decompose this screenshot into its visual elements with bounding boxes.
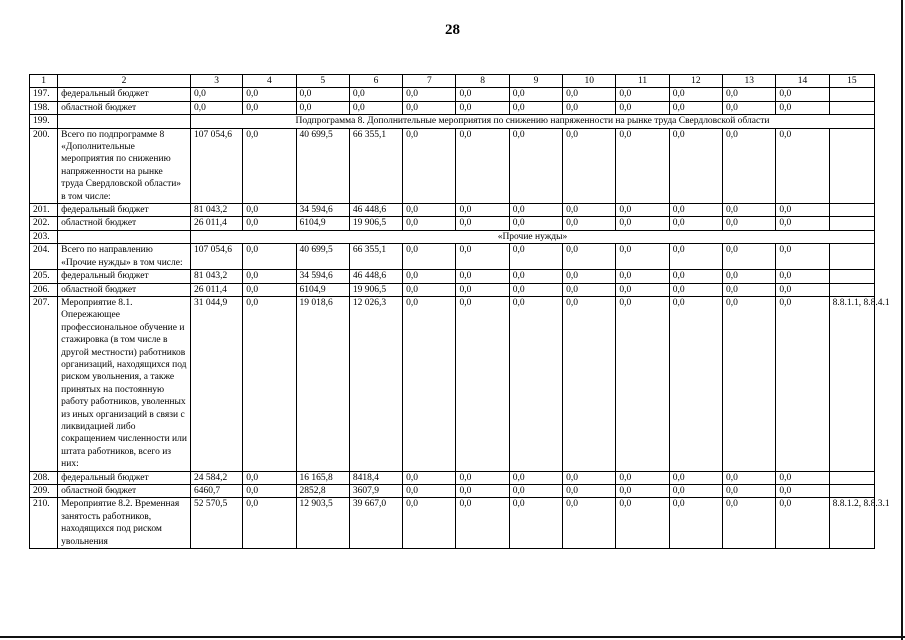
- table-cell: 0,0: [776, 296, 829, 471]
- column-header: 13: [723, 75, 776, 88]
- table-cell: 0,0: [509, 204, 562, 217]
- table-cell: 0,0: [243, 485, 296, 498]
- table-row: [30, 244, 875, 270]
- target-indicator-code: [829, 244, 874, 270]
- column-header: 5: [296, 75, 349, 88]
- table-cell: 46 448,6: [349, 270, 402, 283]
- table-row: [30, 485, 875, 498]
- table-cell: 81 043,2: [190, 270, 242, 283]
- table-cell: 0,0: [509, 244, 562, 270]
- table-row: [30, 270, 875, 283]
- table-cell: 0,0: [776, 485, 829, 498]
- table-cell: 0,0: [776, 101, 829, 114]
- table-cell: 0,0: [669, 498, 722, 549]
- table-cell: 0,0: [456, 471, 509, 484]
- table-cell: 52 570,5: [190, 498, 242, 549]
- column-header: 2: [58, 75, 191, 88]
- table-cell: 0,0: [563, 204, 616, 217]
- table-cell: 19 906,5: [349, 283, 402, 296]
- column-header: 9: [509, 75, 562, 88]
- table-cell: 0,0: [776, 283, 829, 296]
- table-cell: 0,0: [456, 270, 509, 283]
- table-cell: 0,0: [563, 270, 616, 283]
- row-label: Мероприятие 8.2. Временная занятость работников, находящихся под риском увольнения: [58, 498, 191, 549]
- table-cell: 0,0: [616, 88, 669, 101]
- table-cell: 19 906,5: [349, 217, 402, 230]
- table-cell: 0,0: [776, 471, 829, 484]
- table-cell: 0,0: [456, 244, 509, 270]
- table-cell: 0,0: [776, 128, 829, 203]
- row-label: областной бюджет: [58, 283, 191, 296]
- table-cell: 0,0: [723, 101, 776, 114]
- table-row: [30, 217, 875, 230]
- table-cell: 0,0: [243, 88, 296, 101]
- table-cell: 0,0: [509, 498, 562, 549]
- column-header: 4: [243, 75, 296, 88]
- row-number: 197.: [30, 88, 58, 101]
- table-cell: 0,0: [669, 101, 722, 114]
- table-cell: 0,0: [456, 88, 509, 101]
- row-label: Всего по подпрограмме 8 «Дополнительные мероприятия по снижению напряженности на рынке труда Свердловской области» в том числе:: [58, 128, 191, 203]
- table-cell: 2852,8: [296, 485, 349, 498]
- table-row: [30, 101, 875, 114]
- table-cell: 6104,9: [296, 217, 349, 230]
- table-cell: 0,0: [723, 128, 776, 203]
- table-cell: 0,0: [456, 485, 509, 498]
- column-header: 15: [829, 75, 874, 88]
- table-cell: 0,0: [456, 204, 509, 217]
- table-cell: 0,0: [243, 217, 296, 230]
- table-cell: 0,0: [723, 88, 776, 101]
- table-cell: 0,0: [776, 204, 829, 217]
- column-header: 3: [190, 75, 242, 88]
- row-label-empty: [58, 115, 191, 128]
- column-number-header-row: [30, 75, 875, 88]
- column-header: 11: [616, 75, 669, 88]
- table-cell: 0,0: [243, 270, 296, 283]
- table-cell: 19 018,6: [296, 296, 349, 471]
- column-header: 12: [669, 75, 722, 88]
- table-cell: 0,0: [669, 128, 722, 203]
- table-cell: 0,0: [403, 244, 456, 270]
- table-cell: 8418,4: [349, 471, 402, 484]
- table-cell: 0,0: [723, 296, 776, 471]
- table-cell: 0,0: [616, 217, 669, 230]
- table-cell: 0,0: [723, 485, 776, 498]
- table-cell: 66 355,1: [349, 128, 402, 203]
- column-header: 14: [776, 75, 829, 88]
- table-cell: 0,0: [616, 471, 669, 484]
- table-cell: 40 699,5: [296, 128, 349, 203]
- table-cell: 0,0: [243, 471, 296, 484]
- table-cell: 0,0: [456, 101, 509, 114]
- table-cell: 0,0: [563, 128, 616, 203]
- table-cell: 0,0: [509, 128, 562, 203]
- table-cell: 66 355,1: [349, 244, 402, 270]
- table-cell: 0,0: [776, 217, 829, 230]
- table-cell: 0,0: [190, 88, 242, 101]
- row-number: 202.: [30, 217, 58, 230]
- table-cell: 0,0: [403, 204, 456, 217]
- table-row: [30, 128, 875, 203]
- table-cell: 0,0: [616, 283, 669, 296]
- table-cell: 26 011,4: [190, 217, 242, 230]
- table-cell: 0,0: [616, 244, 669, 270]
- table-cell: 0,0: [723, 204, 776, 217]
- table-cell: 0,0: [456, 498, 509, 549]
- table-cell: 3607,9: [349, 485, 402, 498]
- table-cell: 0,0: [349, 88, 402, 101]
- table-cell: 39 667,0: [349, 498, 402, 549]
- table-cell: 0,0: [563, 498, 616, 549]
- table-cell: 0,0: [190, 101, 242, 114]
- table-cell: 0,0: [243, 296, 296, 471]
- row-number: 204.: [30, 244, 58, 270]
- section-title: Подпрограмма 8. Дополнительные мероприятия по снижению напряженности на рынке труда Свердловской области: [190, 115, 874, 128]
- table-cell: 0,0: [403, 471, 456, 484]
- table-cell: 0,0: [296, 88, 349, 101]
- table-cell: 0,0: [669, 217, 722, 230]
- table-cell: 0,0: [403, 296, 456, 471]
- target-indicator-code: [829, 217, 874, 230]
- table-cell: 0,0: [403, 217, 456, 230]
- table-row: [30, 283, 875, 296]
- table-cell: 0,0: [509, 88, 562, 101]
- table-cell: 0,0: [563, 283, 616, 296]
- page-frame-bottom: [0, 636, 905, 638]
- table-cell: 0,0: [456, 128, 509, 203]
- table-cell: 0,0: [616, 296, 669, 471]
- row-label: федеральный бюджет: [58, 88, 191, 101]
- table-cell: 31 044,9: [190, 296, 242, 471]
- table-cell: 0,0: [456, 217, 509, 230]
- table-cell: 0,0: [723, 270, 776, 283]
- column-header: 8: [456, 75, 509, 88]
- table-cell: 12 903,5: [296, 498, 349, 549]
- table-cell: 0,0: [669, 244, 722, 270]
- table-cell: 6460,7: [190, 485, 242, 498]
- table-row: [30, 204, 875, 217]
- table-cell: 0,0: [509, 296, 562, 471]
- table-cell: 0,0: [563, 88, 616, 101]
- row-label: областной бюджет: [58, 217, 191, 230]
- table-body: [30, 75, 890, 549]
- table-cell: 107 054,6: [190, 244, 242, 270]
- table-cell: 0,0: [723, 471, 776, 484]
- section-title: «Прочие нужды»: [190, 230, 874, 243]
- table-cell: 0,0: [243, 283, 296, 296]
- table-cell: 34 594,6: [296, 270, 349, 283]
- row-number: 198.: [30, 101, 58, 114]
- target-indicator-code: [829, 128, 874, 203]
- table-cell: 0,0: [563, 485, 616, 498]
- table-cell: 0,0: [403, 88, 456, 101]
- table-cell: 0,0: [723, 244, 776, 270]
- table-cell: 46 448,6: [349, 204, 402, 217]
- table-cell: 26 011,4: [190, 283, 242, 296]
- table-row: [30, 296, 875, 471]
- table-cell: 0,0: [403, 128, 456, 203]
- table-row: [30, 498, 875, 549]
- table-cell: 0,0: [243, 101, 296, 114]
- row-label: федеральный бюджет: [58, 471, 191, 484]
- table-cell: 0,0: [509, 270, 562, 283]
- section-header-row: [30, 115, 875, 128]
- table-cell: 0,0: [243, 244, 296, 270]
- table-cell: 0,0: [403, 498, 456, 549]
- table-cell: 0,0: [616, 270, 669, 283]
- table-cell: 0,0: [403, 485, 456, 498]
- table-cell: 0,0: [509, 101, 562, 114]
- table-cell: 0,0: [349, 101, 402, 114]
- table-cell: 12 026,3: [349, 296, 402, 471]
- table-cell: 0,0: [563, 296, 616, 471]
- table-cell: 107 054,6: [190, 128, 242, 203]
- table-cell: 0,0: [456, 296, 509, 471]
- table-cell: 0,0: [669, 88, 722, 101]
- target-indicator-code: [829, 88, 874, 101]
- row-number: 203.: [30, 230, 58, 243]
- table-cell: 0,0: [776, 88, 829, 101]
- table-cell: 0,0: [723, 217, 776, 230]
- target-indicator-code: 8.8.1.1, 8.8.4.1: [829, 296, 874, 471]
- table-cell: 0,0: [669, 485, 722, 498]
- table-cell: 0,0: [456, 283, 509, 296]
- target-indicator-code: [829, 485, 874, 498]
- table-cell: 0,0: [669, 296, 722, 471]
- section-header-row: [30, 230, 875, 243]
- table-cell: 0,0: [616, 204, 669, 217]
- row-number: 200.: [30, 128, 58, 203]
- table-cell: 0,0: [509, 471, 562, 484]
- table-cell: 0,0: [616, 128, 669, 203]
- row-label: Мероприятие 8.1. Опережающее профессиональное обучение и стажировка (в том числе в другой местности) работников организаций, находящихся под риском увольнения, а также принятых на постоянную работу работников, уволенных из иных организаций в связи с ликвидацией либо сокращением численности или штата работников, всего из них:: [58, 296, 191, 471]
- table-cell: 0,0: [563, 217, 616, 230]
- table-cell: 0,0: [723, 498, 776, 549]
- table-cell: 0,0: [616, 101, 669, 114]
- table-cell: 0,0: [776, 270, 829, 283]
- target-indicator-code: [829, 471, 874, 484]
- table-cell: 0,0: [723, 283, 776, 296]
- table-cell: 0,0: [296, 101, 349, 114]
- row-label: федеральный бюджет: [58, 270, 191, 283]
- table-cell: 0,0: [243, 204, 296, 217]
- row-number: 208.: [30, 471, 58, 484]
- row-label: Всего по направлению «Прочие нужды» в том числе:: [58, 244, 191, 270]
- column-header: 10: [563, 75, 616, 88]
- table-cell: 0,0: [563, 101, 616, 114]
- column-header: 6: [349, 75, 402, 88]
- page-frame-right: [901, 0, 903, 640]
- table-row: [30, 88, 875, 101]
- table-cell: 0,0: [776, 498, 829, 549]
- table-cell: 16 165,8: [296, 471, 349, 484]
- row-number: 205.: [30, 270, 58, 283]
- table-cell: 0,0: [509, 217, 562, 230]
- target-indicator-code: [829, 283, 874, 296]
- row-number: 207.: [30, 296, 58, 471]
- table-row: [30, 471, 875, 484]
- row-number: 206.: [30, 283, 58, 296]
- table-cell: 0,0: [776, 244, 829, 270]
- table-cell: 40 699,5: [296, 244, 349, 270]
- table-cell: 0,0: [403, 283, 456, 296]
- table-cell: 0,0: [509, 485, 562, 498]
- table-cell: 81 043,2: [190, 204, 242, 217]
- table-cell: 6104,9: [296, 283, 349, 296]
- table-cell: 0,0: [243, 498, 296, 549]
- row-number: 210.: [30, 498, 58, 549]
- target-indicator-code: [829, 101, 874, 114]
- table-cell: 0,0: [563, 244, 616, 270]
- column-header: 1: [30, 75, 58, 88]
- table-cell: 0,0: [669, 471, 722, 484]
- table-cell: 0,0: [563, 471, 616, 484]
- target-indicator-code: [829, 270, 874, 283]
- page-number: 28: [445, 22, 460, 38]
- table-cell: 0,0: [616, 498, 669, 549]
- budget-table: [29, 74, 890, 549]
- table-cell: 34 594,6: [296, 204, 349, 217]
- table-cell: 24 584,2: [190, 471, 242, 484]
- row-label: областной бюджет: [58, 485, 191, 498]
- table-cell: 0,0: [403, 270, 456, 283]
- table-cell: 0,0: [509, 283, 562, 296]
- table-cell: 0,0: [669, 270, 722, 283]
- table-cell: 0,0: [616, 485, 669, 498]
- row-number: 199.: [30, 115, 58, 128]
- row-label: областной бюджет: [58, 101, 191, 114]
- target-indicator-code: 8.8.1.2, 8.8.3.1: [829, 498, 874, 549]
- table-cell: 0,0: [669, 283, 722, 296]
- row-number: 201.: [30, 204, 58, 217]
- target-indicator-code: [829, 204, 874, 217]
- row-label-empty: [58, 230, 191, 243]
- column-header: 7: [403, 75, 456, 88]
- table-cell: 0,0: [243, 128, 296, 203]
- table-cell: 0,0: [669, 204, 722, 217]
- row-label: федеральный бюджет: [58, 204, 191, 217]
- table-cell: 0,0: [403, 101, 456, 114]
- row-number: 209.: [30, 485, 58, 498]
